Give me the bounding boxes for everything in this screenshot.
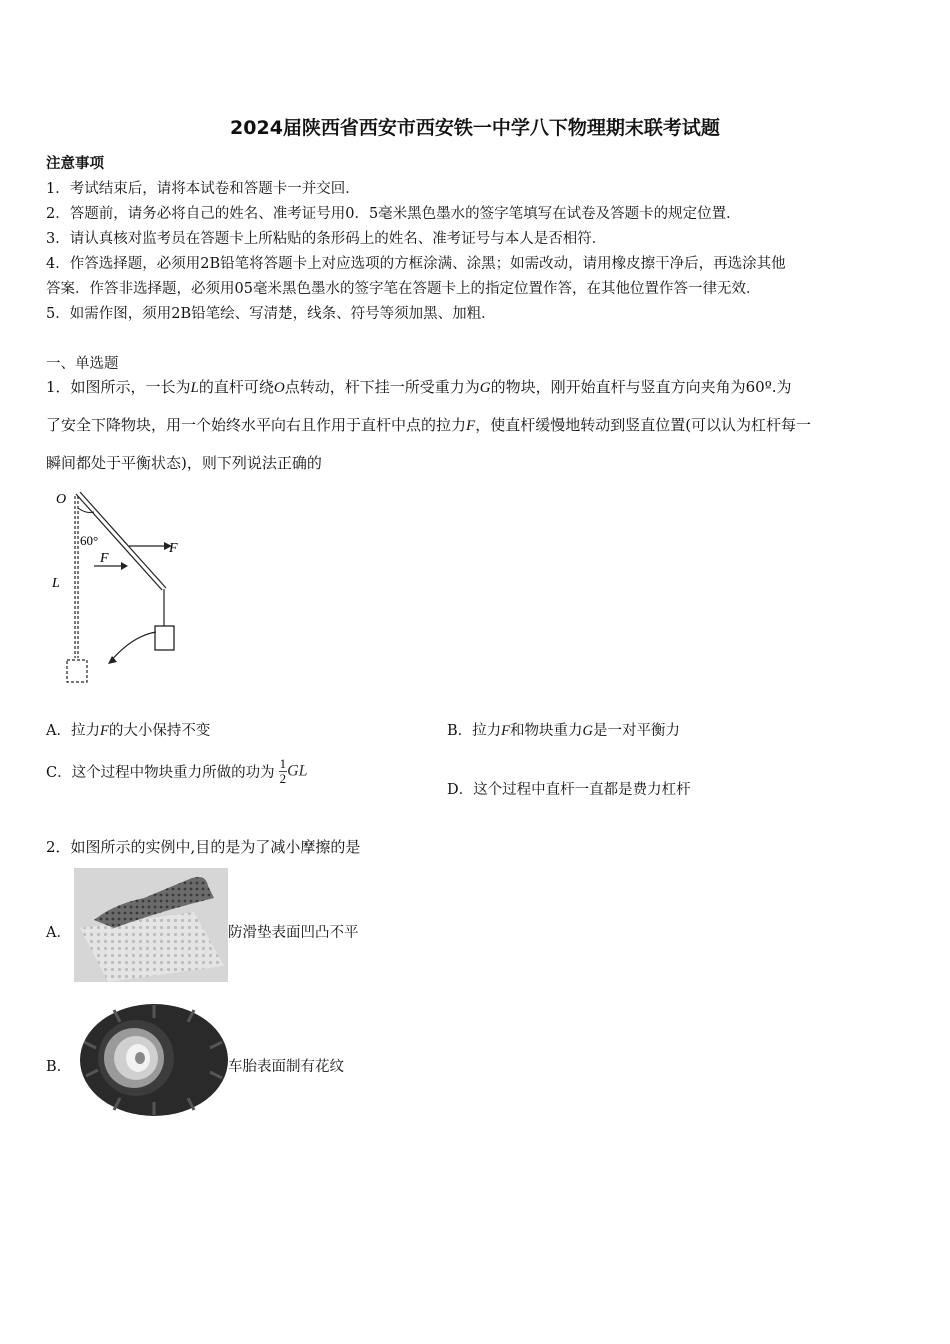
- notice-heading: 注意事项: [46, 155, 104, 172]
- fraction-half: $\frac{1}{2}$: [279, 756, 287, 786]
- question-1-line-3: 瞬间都处于平衡状态)，则下列说法正确的: [46, 454, 322, 472]
- q1-option-d[interactable]: D．这个过程中直杆一直都是费力杠杆: [447, 782, 691, 798]
- q2-option-a-text: 防滑垫表面凹凸不平: [228, 925, 359, 941]
- label-angle: 60°: [80, 533, 99, 548]
- question-2-stem: 2．如图所示的实例中,目的是为了减小摩擦的是: [46, 838, 361, 856]
- tire-image: [74, 1002, 228, 1116]
- page-title: 2024届陕西省西安市西安铁一中学八下物理期末联考试题: [230, 117, 720, 139]
- notice-item: 5．如需作图，须用2B铅笔绘、写清楚，线条、符号等须加黑、加粗．: [46, 306, 496, 322]
- q1-option-c[interactable]: C．这个过程中物块重力所做的功为 $\frac{1}{2}$ GL: [46, 756, 308, 786]
- notice-item: 答案．作答非选择题，必须用05毫米黑色墨水的签字笔在答题卡上的指定位置作答，在其他位置作答一律无效．: [46, 281, 761, 297]
- question-1-line-2: 了安全下降物块，用一个始终水平向右且作用于直杆中点的拉力F，使直杆缓慢地转动到竖直位置(可以认为杠杆每一: [46, 416, 812, 434]
- q1-option-b[interactable]: B．拉力F和物块重力G是一对平衡力: [447, 723, 680, 739]
- q2-option-b-label[interactable]: B．: [46, 1059, 72, 1075]
- q2-option-b-text: 车胎表面制有花纹: [228, 1059, 344, 1075]
- label-l: L: [52, 576, 60, 591]
- question-1-line-1: 1．如图所示，一长为L的直杆可绕O点转动，杆下挂一所受重力为G的物块，刚开始直杆与竖直方向夹角为60º.为: [46, 378, 792, 396]
- label-f-top: F: [169, 541, 178, 556]
- label-o: O: [56, 492, 67, 507]
- notice-item: 2．答题前，请务必将自己的姓名、准考证号用0．5毫米黑色墨水的签字笔填写在试卷及答题卡的规定位置．: [46, 206, 741, 222]
- section-heading: 一、单选题: [46, 356, 119, 372]
- notice-item: 1．考试结束后，请将本试卷和答题卡一并交回．: [46, 181, 360, 197]
- q2-option-a-label[interactable]: A．: [46, 925, 71, 941]
- notice-item: 3．请认真核对监考员在答题卡上所粘贴的条形码上的姓名、准考证号与本人是否相符．: [46, 231, 607, 247]
- lever-figure: [44, 486, 204, 690]
- q1-option-a[interactable]: A．拉力F的大小保持不变: [46, 723, 211, 739]
- anti-slip-mat-image: [74, 868, 228, 982]
- label-f-mid: F: [100, 551, 109, 566]
- notice-item: 4．作答选择题，必须用2B铅笔将答题卡上对应选项的方框涂满、涂黑；如需改动，请用橡皮擦干净后，再选涂其他: [46, 256, 786, 272]
